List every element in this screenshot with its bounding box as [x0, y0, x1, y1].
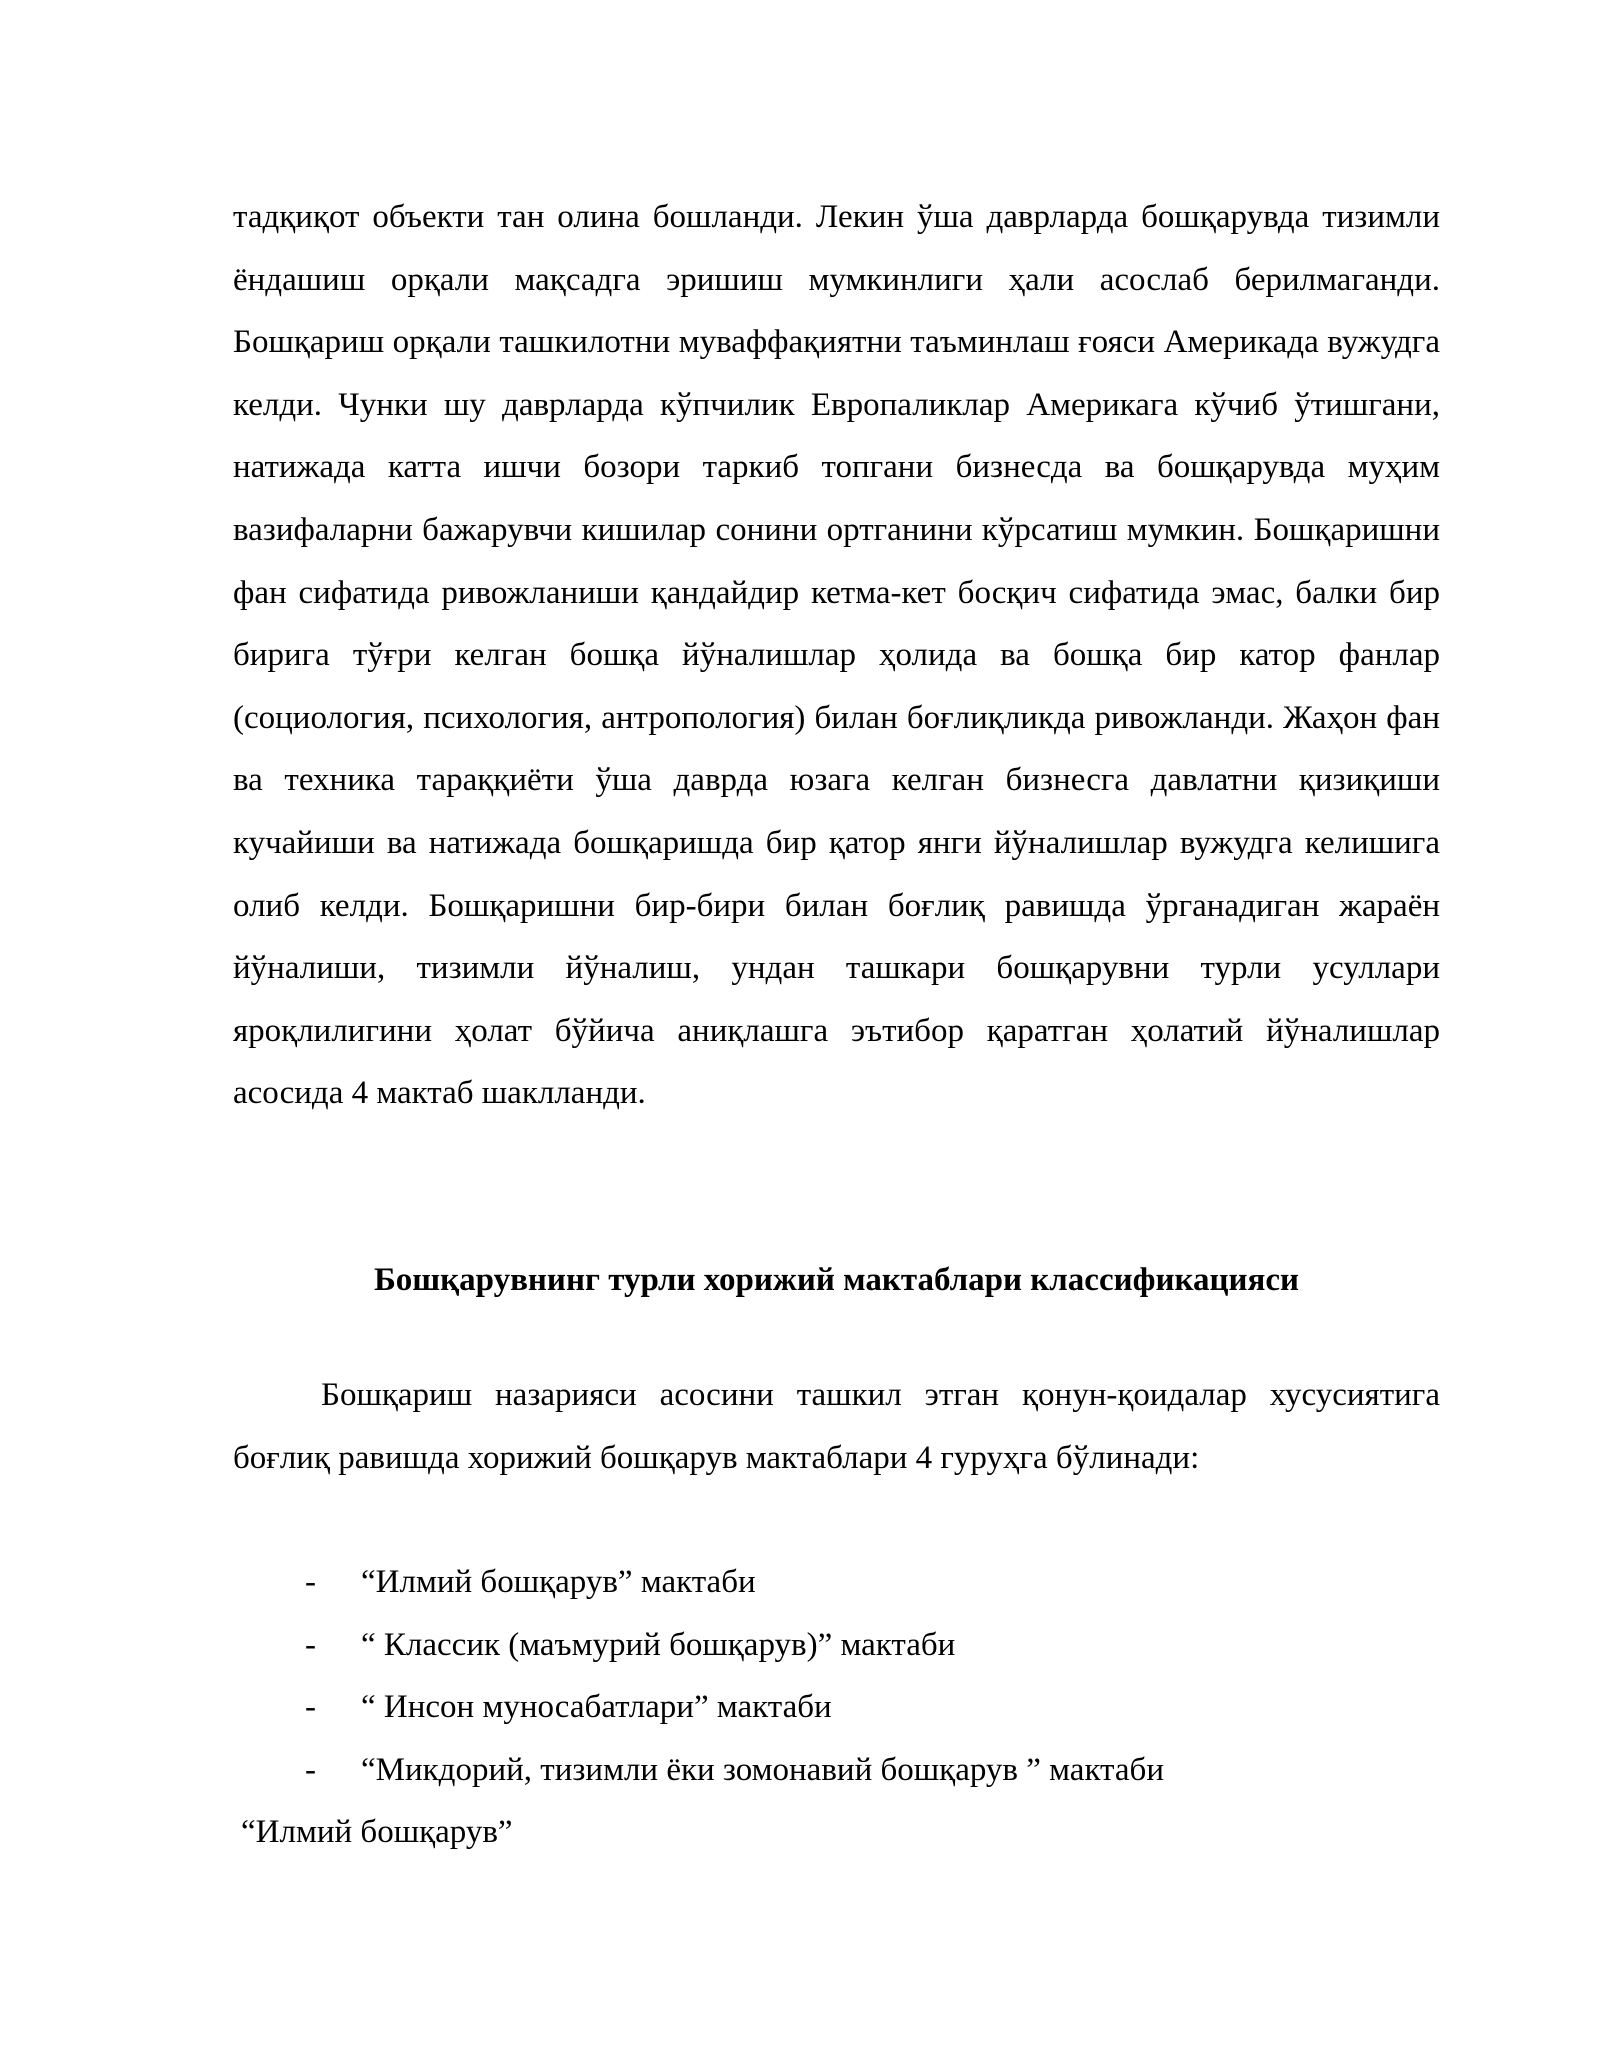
list-bullet: - — [305, 1751, 316, 1788]
list-bullet: - — [305, 1564, 316, 1600]
list-item — [233, 1614, 1440, 1677]
list-item-text: “ Классик (маъмурий бошқарув)” мактаби — [361, 1626, 956, 1663]
list-item-text: “Микдорий, тизимли ёки зомонавий бошқарув ” мактаби — [361, 1751, 1164, 1788]
list-bullet: - — [305, 1626, 316, 1663]
list-item-text: “ Инсон муносабатлари” мактаби — [361, 1689, 832, 1726]
list-item-text: “Илмий бошқарув” мактаби — [361, 1564, 756, 1600]
document-page — [233, 186, 1440, 1850]
list-bullet: - — [305, 1689, 316, 1726]
body-paragraph-1: тадқиқот объекти тан олина бошланди. Лекин ўша даврларда бошқарувда тизимли ёндашиш орқали мақсадга эришиш мумкинлиги ҳали асослаб берилмаганди. Бошқариш орқали ташкилотни муваффақиятни таъминлаш ғояси Америкада вужудга келди. Чунки шу даврларда кўпчилик Европаликлар Америкага кўчиб ўтишгани, натижада катта ишчи бозори таркиб топгани бизнесда ва бошқарувда муҳим вазифаларни бажарувчи кишилар сонини ортганини кўрсатиш мумкин. Бошқаришни фан сифатида ривожланиши қандайдир кетма-кет босқич сифатида эмас, балки бир бирига тўғри келган бошқа йўналишлар ҳолида ва бошқа бир катор фанлар (социология, психология, антропология) билан боғлиқликда ривожланди. Жаҳон фан ва техника тараққиёти ўша даврда юзага келган бизнесга давлатни қизиқиши кучайиши ва натижада бошқаришда бир қатор янги йўналишлар вужудга келишига олиб келди. Бошқаришни бир-бири билан боғлиқ равишда ўрганадиган жараён йўналиши, тизимли йўналиш, ундан ташкари бошқарувни турли усуллари яроқлилигини ҳолат бўйича аниқлашга эътибор қаратган ҳолатий йўналишлар асосида 4 мактаб шаклланди. — [233, 199, 1440, 1112]
list-item — [233, 1676, 1440, 1739]
body-paragraph-2: Бошқариш назарияси асосини ташкил этган қонун-қоидалар хусусиятига боғлиқ равишда хорижий бошқарув мактаблари 4 гуруҳга бўлинади: — [233, 1377, 1440, 1476]
subsection-title: “Илмий бошқарув” — [241, 1814, 513, 1850]
list-item — [233, 1739, 1440, 1802]
list-item — [233, 1551, 1440, 1614]
schools-list — [233, 1551, 1440, 1801]
section-heading: Бошқарувнинг турли хорижий мактаблари классификацияси — [373, 1262, 1300, 1298]
